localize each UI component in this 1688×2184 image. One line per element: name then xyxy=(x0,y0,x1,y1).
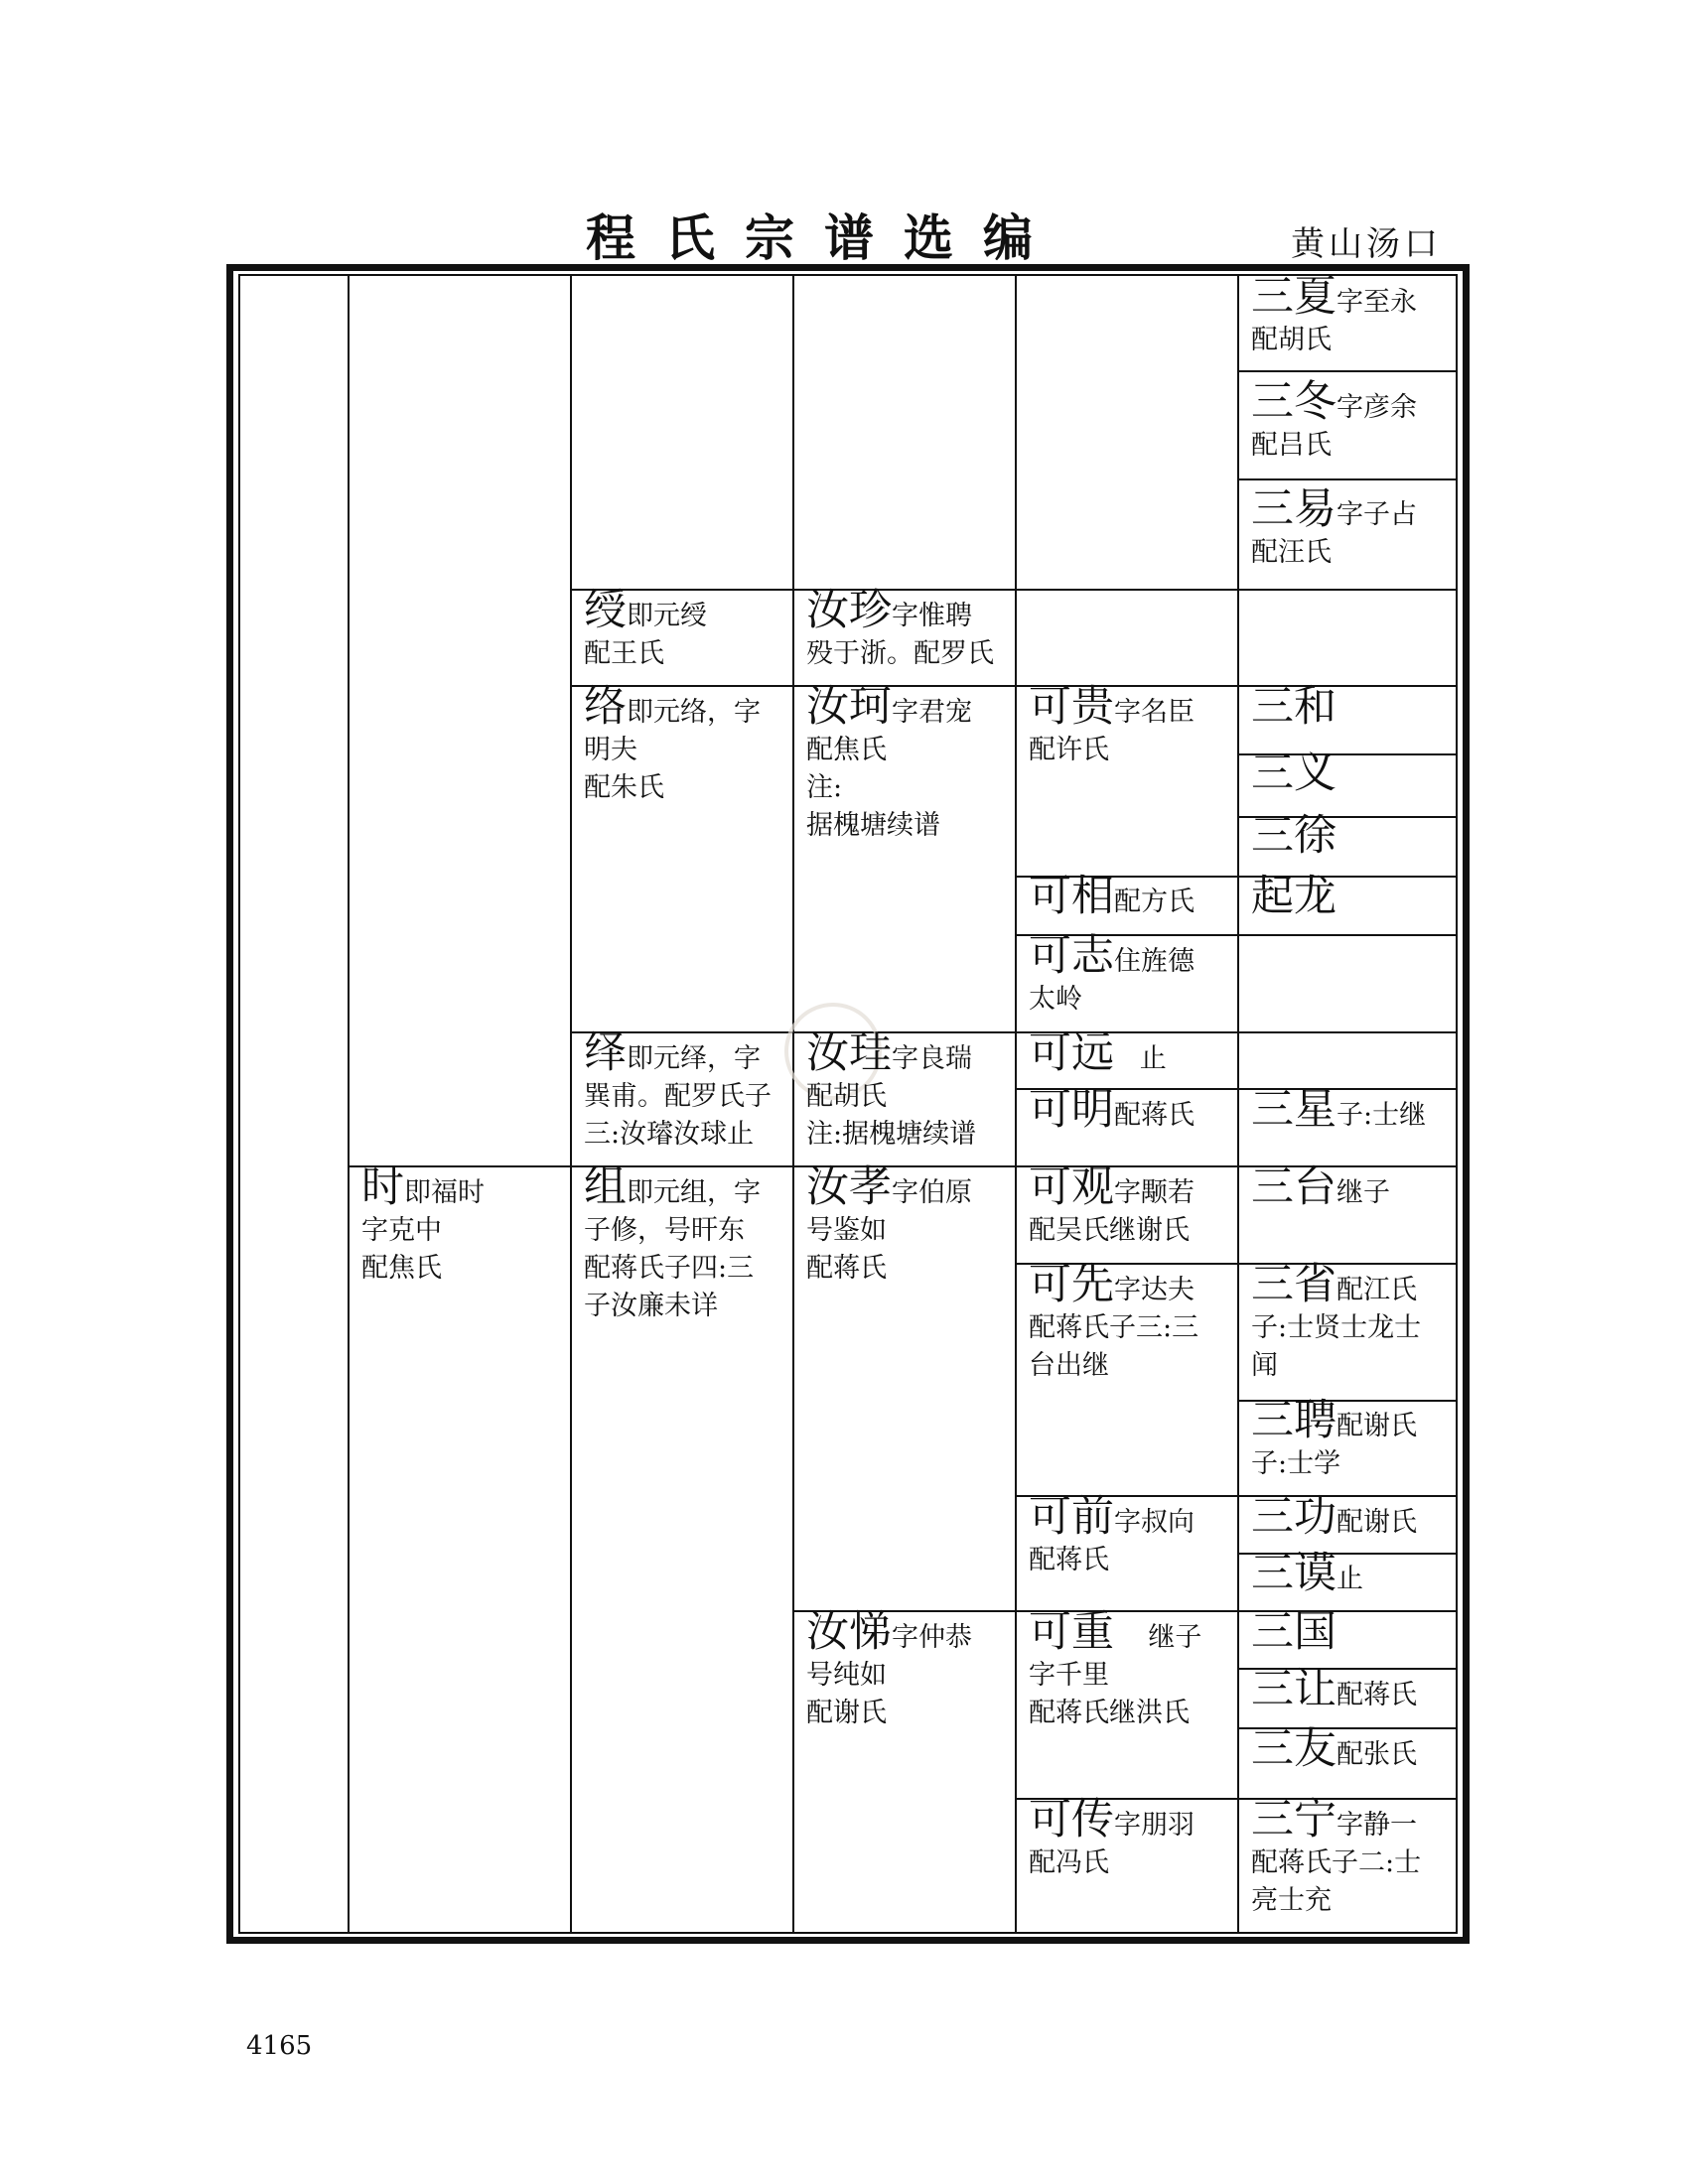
inner-border-right xyxy=(1456,274,1458,1934)
entry-sanyou: 三友配张氏 xyxy=(1251,1724,1417,1774)
person-name: 三易 xyxy=(1251,484,1336,534)
person-name: 汝珍 xyxy=(806,586,892,635)
entry-sanxu xyxy=(1251,811,1336,861)
person-name: 三和 xyxy=(1251,682,1336,732)
row-divider xyxy=(1237,1031,1456,1033)
person-name: 三冬 xyxy=(1251,377,1336,427)
column-divider xyxy=(348,274,350,1934)
entry-qilong xyxy=(1251,872,1336,921)
entry-kechuan: 可传字朋羽 配冯氏 xyxy=(1029,1795,1195,1878)
entry-sanyi-b xyxy=(1251,749,1336,798)
person-name: 汝珪 xyxy=(806,1028,892,1078)
person-name: 三谟 xyxy=(1251,1549,1336,1598)
entry-ruke: 汝珂字君宠 配焦氏 注: 据槐塘续谱 xyxy=(806,682,972,841)
entry-santai: 三台继子 xyxy=(1251,1162,1390,1212)
entry-keguan: 可观字颙若 配吴氏继谢氏 xyxy=(1029,1162,1195,1246)
row-divider xyxy=(1237,589,1456,591)
person-name: 组 xyxy=(584,1162,627,1212)
entry-ruxiao: 汝孝字伯原 号鉴如 配蒋氏 xyxy=(806,1162,972,1284)
page-number: 4165 xyxy=(246,2031,313,2061)
entry-sanxia: 三夏字至永 配胡氏 xyxy=(1251,272,1417,355)
person-name: 可相 xyxy=(1029,872,1114,921)
person-name: 起龙 xyxy=(1251,872,1336,921)
inner-border-bottom xyxy=(238,1932,1458,1934)
person-name: 三台 xyxy=(1251,1162,1336,1212)
entry-sansheng: 三省配江氏 子:士贤士龙士 闻 xyxy=(1251,1260,1422,1381)
row-divider xyxy=(1237,478,1456,480)
person-name: 汝孝 xyxy=(806,1162,892,1212)
person-name: 三聘 xyxy=(1251,1396,1336,1445)
column-divider xyxy=(1015,274,1017,1934)
entry-kexiang: 可相配方氏 xyxy=(1029,872,1195,921)
entry-sandong: 三冬字彦余 配吕氏 xyxy=(1251,377,1417,461)
entry-luo: 络即元络，字 明夫 配朱氏 xyxy=(584,682,761,803)
entry-sanpin: 三聘配谢氏 子:士学 xyxy=(1251,1396,1417,1479)
entry-keming: 可明配蒋氏 xyxy=(1029,1085,1195,1135)
entry-sanguo xyxy=(1251,1607,1336,1657)
entry-rugui: 汝珪字良瑞 配胡氏 注:据槐塘续谱 xyxy=(806,1028,977,1150)
entry-ruzhen: 汝珍字惟聘 殁于浙。配罗氏 xyxy=(806,586,994,669)
entry-zu: 组即元组，字 子修，号旰东 配蒋氏子四:三 子汝廉未详 xyxy=(584,1162,761,1321)
person-name: 绶 xyxy=(584,586,627,635)
entry-kezhong: 可重 继子 字千里 配蒋氏继洪氏 xyxy=(1029,1607,1202,1728)
entry-sanyi-a: 三易字子占 配汪氏 xyxy=(1251,484,1417,568)
person-name: 三星 xyxy=(1251,1085,1336,1135)
entry-keqian: 可前字叔向 配蒋氏 xyxy=(1029,1492,1195,1575)
person-name: 可观 xyxy=(1029,1162,1114,1212)
person-name: 汝珂 xyxy=(806,682,892,732)
person-name: 三友 xyxy=(1251,1724,1336,1774)
person-name: 可前 xyxy=(1029,1492,1114,1542)
entry-yi: 绎即元绎，字 巽甫。配罗氏子 三:汝璿汝球止 xyxy=(584,1028,772,1150)
person-name: 络 xyxy=(584,682,627,732)
entry-sanhe xyxy=(1251,682,1336,732)
person-name: 三宁 xyxy=(1251,1795,1336,1844)
person-name: 可明 xyxy=(1029,1085,1114,1135)
location-label: 黄山汤口 xyxy=(1291,224,1442,264)
person-name: 三国 xyxy=(1251,1607,1336,1657)
entry-shou: 绶即元绶 配王氏 xyxy=(584,586,707,669)
entry-kegui: 可贵字名臣 配许氏 xyxy=(1029,682,1195,765)
person-name: 可先 xyxy=(1029,1260,1114,1309)
column-divider xyxy=(792,274,794,1934)
person-name: 三功 xyxy=(1251,1492,1336,1542)
entry-keyuan: 可远 止 xyxy=(1029,1028,1167,1078)
entry-sanxing: 三星子:士继 xyxy=(1251,1085,1427,1135)
entry-shi: 时即福时 字克中 配焦氏 xyxy=(361,1162,485,1284)
person-name: 三夏 xyxy=(1251,272,1336,322)
page-title: 程氏宗谱选编 xyxy=(586,209,1062,267)
row-divider xyxy=(1237,370,1456,372)
entry-sanmo: 三谟止 xyxy=(1251,1549,1363,1598)
inner-border-left xyxy=(238,274,240,1934)
person-name: 可贵 xyxy=(1029,682,1114,732)
entry-ruti: 汝悌字仲恭 号纯如 配谢氏 xyxy=(806,1607,972,1728)
person-name: 可志 xyxy=(1029,931,1114,981)
person-name: 可传 xyxy=(1029,1795,1114,1844)
person-name: 三徐 xyxy=(1251,811,1336,861)
entry-kexian: 可先字达夫 配蒋氏子三:三 台出继 xyxy=(1029,1260,1199,1381)
person-name: 汝悌 xyxy=(806,1607,892,1657)
column-divider xyxy=(1237,274,1239,1934)
person-name: 时 xyxy=(361,1162,404,1212)
person-name: 三省 xyxy=(1251,1260,1336,1309)
person-name: 三义 xyxy=(1251,749,1336,798)
entry-sanning: 三宁字静一 配蒋氏子二:士 亮士充 xyxy=(1251,1795,1422,1916)
entry-kezhi: 可志住旌德 太岭 xyxy=(1029,931,1195,1015)
person-name: 可远 xyxy=(1029,1028,1114,1078)
person-name: 可重 xyxy=(1029,1607,1114,1657)
row-divider xyxy=(1015,589,1237,591)
row-divider xyxy=(1237,934,1456,936)
entry-sangong: 三功配谢氏 xyxy=(1251,1492,1417,1542)
person-name: 三让 xyxy=(1251,1665,1336,1714)
column-divider xyxy=(570,274,572,1934)
entry-sanrang: 三让配蒋氏 xyxy=(1251,1665,1417,1714)
person-name: 绎 xyxy=(584,1028,627,1078)
